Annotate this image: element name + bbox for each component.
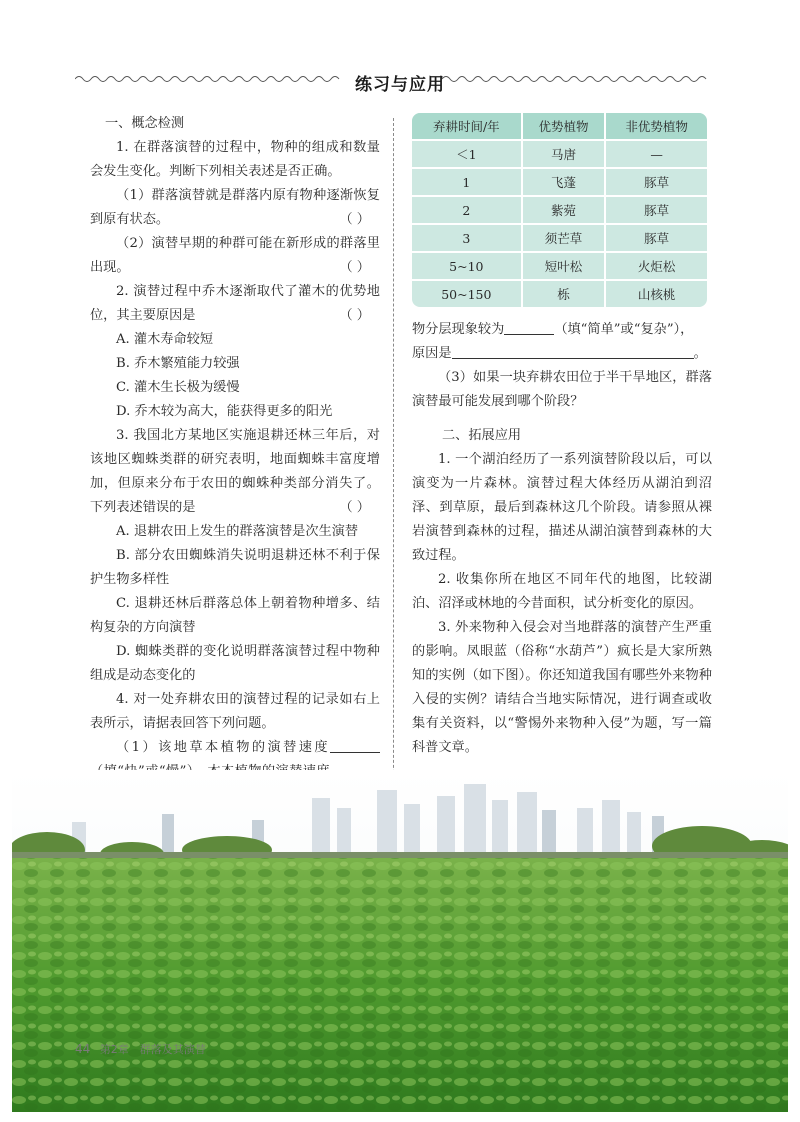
q2-option-b: B. 乔木繁殖能力较强 [116,356,240,371]
table-cell: 1 [412,169,523,197]
answer-bracket: （ ） [339,260,370,275]
q4-sub-1: （1）该地草本植物的演替速度 [90,736,380,808]
section1-title: 一、概念检测 [105,116,185,131]
q3-option-a: A. 退耕农田上发生的群落演替是次生演替 [116,524,359,539]
table-header-cell: 优势植物 [523,113,607,141]
fill-blank[interactable] [330,737,380,753]
table-cell: 山核桃 [637,287,676,302]
table-cell: 须芒草 [523,225,607,253]
table-cell: 豚草 [606,169,707,197]
q2-stem: 2. 演替过程中乔木逐渐取代了灌木的优势地位，其主要原因是 （ ） [90,280,380,328]
answer-bracket: （ ） [339,212,370,227]
q3-option-c: C. 退耕还林后群落总体上朝着物种增多、结构复杂的方向演替 [90,596,380,635]
q3-option-d: D. 蜘蛛类群的变化说明群落演替过程中物种组成是动态变化的 [90,644,380,683]
water-hyacinth-photo [12,770,788,1112]
table-cell: 短叶松 [523,253,607,281]
succession-table [412,113,707,307]
right-column [412,318,712,760]
table-cell: 豚草 [606,225,707,253]
table-row [412,281,707,307]
table-row [412,225,707,253]
column-divider [393,118,394,818]
q2-option-c: C. 灌木生长极为缓慢 [116,380,240,395]
section2-title: 二、拓展应用 [442,428,522,443]
table-header-cell: 弃耕时间/年 [412,113,523,141]
q1-statement-1: （1）群落演替就是群落内原有物种逐渐恢复到原有状态。 （ ） [90,184,380,232]
table-cell: 栎 [523,281,607,307]
chapter-label: 第2章 群落及其演替 [99,1043,206,1056]
q1-stem: 1. 在群落演替的过程中，物种的组成和数量会发生变化。判断下列相关表述是否正确。 [90,140,380,179]
table-cell: ＜1 [412,141,523,169]
q4-sub-2-reason: 原因是 。 [412,342,712,366]
extension-2: 2. 收集你所在地区不同年代的地图，比较湖泊、沼泽或林地的今昔面积，试分析变化的原因。 [412,572,712,611]
extension-1: 1. 一个湖泊经历了一系列演替阶段以后，可以演变为一片森林。演替过程大体经历从湖泊到沼泽、到草原，最后到森林这几个阶段。请参照从裸岩演替到森林的过程，描述从湖泊演替到森林的大致过程。 [412,452,712,563]
table-row [412,253,707,281]
table-row [412,197,707,225]
q3-option-b: B. 部分农田蜘蛛消失说明退耕还林不利于保护生物多样性 [90,548,380,587]
table-cell: — [606,141,707,169]
table-cell: 50~150 [412,281,523,307]
table-cell: 豚草 [606,197,707,225]
page-footer [75,1041,206,1057]
table-header-row [412,113,707,141]
table-row [412,141,707,169]
page-title: 练习与应用 [355,75,445,95]
q4-stem: 4. 对一处弃耕农田的演替过程的记录如右上表所示，请据表回答下列问题。 [90,692,380,731]
table-cell: 飞蓬 [523,169,607,197]
table-cell: 2 [412,197,523,225]
q3-stem: 3. 我国北方某地区实施退耕还林三年后，对该地区蜘蛛类群的研究表明，地面蜘蛛丰富度增加，但原来分布于农田的蜘蛛种类部分消失了。下列表述错误的是 （ ） [90,424,380,520]
fill-blank[interactable] [452,343,694,359]
page-number: 44 [75,1042,91,1056]
table-cell: 马唐 [523,141,607,169]
extension-3: 3. 外来物种入侵会对当地群落的演替产生严重的影响。凤眼蓝（俗称“水葫芦”）疯长是大家所熟知的实例（如下图）。你还知道我国有哪些外来物种入侵的实例？请结合当地实际情况，进行调查或收集有关资料，以“警惕外来物种入侵”为题，写一篇科普文章。 [412,620,712,755]
table-header-cell: 非优势植物 [606,113,707,141]
fill-blank[interactable] [504,319,554,335]
table-cell: 紫菀 [523,197,607,225]
q4-sub-3: （3）如果一块弃耕农田位于半干旱地区，群落演替最可能发展到哪个阶段？ [412,370,712,409]
table-row [412,169,707,197]
table-cell: 5~10 [412,253,523,281]
left-column [90,112,380,832]
right-wave-ornament [442,72,710,86]
section-header [0,68,800,96]
q2-option-d: D. 乔木较为高大，能获得更多的阳光 [116,404,333,419]
q2-option-a: A. 灌木寿命较短 [116,332,214,347]
table-cell: 3 [412,225,523,253]
answer-bracket: （ ） [339,500,370,515]
table-cell: 火炬松 [606,253,707,281]
q1-statement-2: （2）演替早期的种群可能在新形成的群落里出现。 （ ） [90,232,380,280]
answer-bracket: （ ） [339,308,370,323]
q4-sub-2-continued: 物分层现象较为 （填“简单”或“复杂”）， [412,318,712,342]
